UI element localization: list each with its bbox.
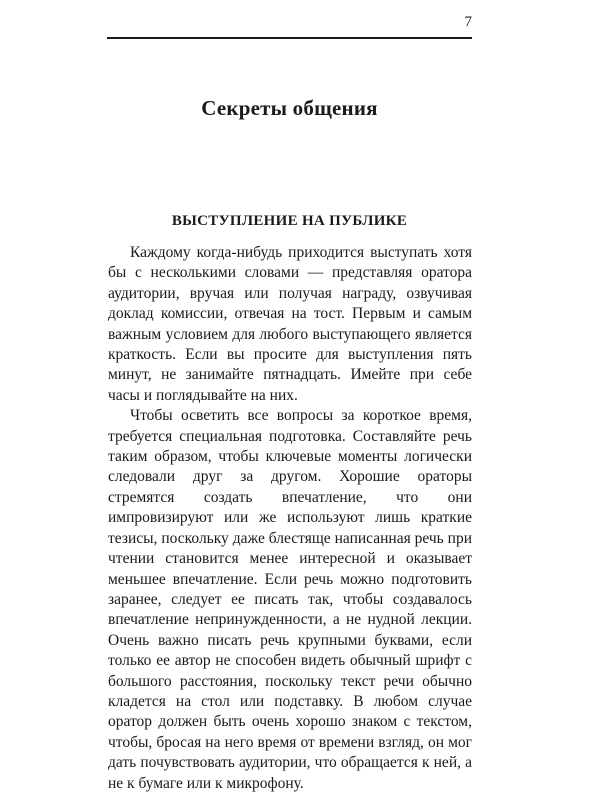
paragraph: Чтобы осветить все вопросы за короткое время, требуется специальная подготовка. Составляйте речь таким образом, чтобы ключевые моменты логически следовали друг за другом. Хорошие ораторы стремятся создать впечатление, что они импровизируют или же используют лишь краткие тезисы, поскольку даже блестяще написанная речь при чтении становится менее интересной и оказывает меньшее впечатление. Если речь можно подготовить заранее, следует ее писать так, чтобы создавалось впечатление непринужденности, а не нудной лекции. Очень важно писать речь крупными буквами, если только ее автор не способен видеть обычный шрифт с большого расстояния, поскольку текст речи обычно кладется на стол или подставку. В любом случае оратор должен быть очень хорошо знаком с текстом, чтобы, бросая на него время от времени взгляд, он мог дать почувствовать аудитории, что обращается к ней, а не к бумаге или к микрофону. [108,407,472,792]
paragraph: Каждому когда-нибудь приходится выступать хотя бы с несколькими словами — представляя оратора аудитории, вручая или получая награду, озвучивая доклад комиссии, отвечая на тост. Первым и самым важным условием для любого выступающего является краткость. Если вы просите для выступления пять минут, не занимайте пятнадцать. Имейте при себе часы и поглядывайте на них. [108,244,472,404]
section-title: ВЫСТУПЛЕНИЕ НА ПУБЛИКЕ [171,213,408,229]
body-text [108,243,472,794]
chapter-title: Секреты общения [201,96,378,120]
header-rule [107,37,472,39]
page-number: 7 [464,14,472,30]
